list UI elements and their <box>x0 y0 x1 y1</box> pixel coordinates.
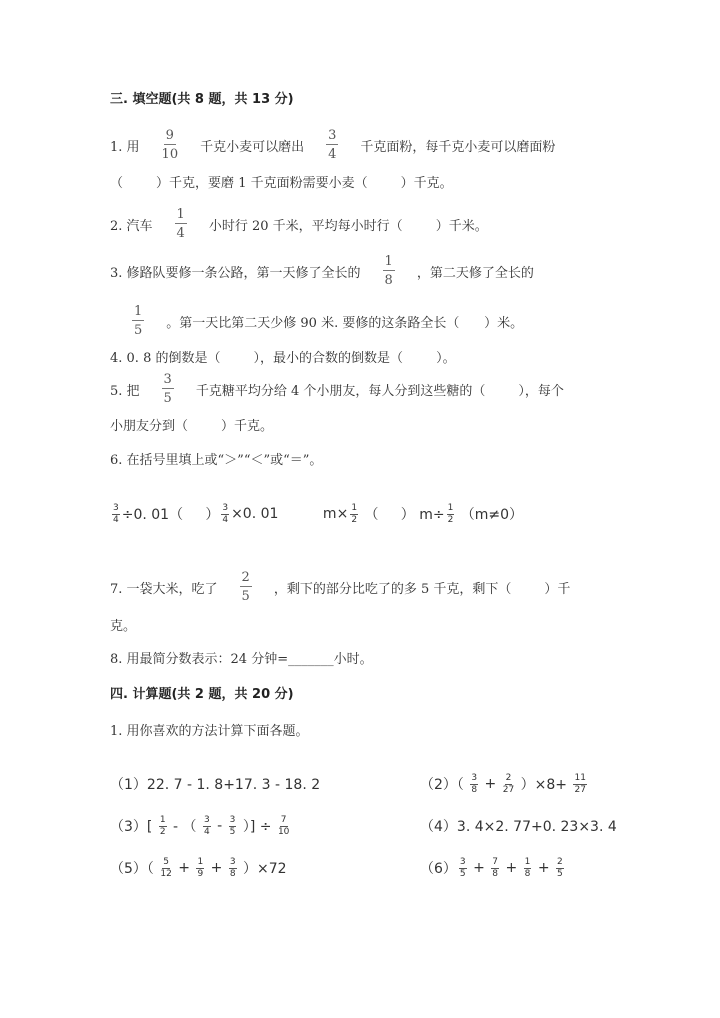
text-segment: （2）（ <box>420 777 469 793</box>
numerator: 7 <box>280 814 287 825</box>
fraction <box>556 858 564 879</box>
numerator: 2 <box>241 570 250 585</box>
fraction <box>196 858 204 879</box>
numerator: 11 <box>574 772 586 783</box>
text-segment: - <box>212 818 227 834</box>
text-segment: 1. 用 <box>110 139 140 155</box>
text-segment: 。第一天比第二天少修 90 米. 要修的这条路全长（ ）米。 <box>166 315 524 331</box>
section-4-heading <box>110 677 294 707</box>
numerator: 3 <box>328 128 337 143</box>
denominator: 4 <box>222 514 229 525</box>
numerator: 3 <box>229 814 236 825</box>
text-segment: + <box>501 860 522 876</box>
fraction <box>491 858 499 879</box>
calc-item-5 <box>110 853 287 883</box>
fraction <box>383 255 395 287</box>
numerator: 9 <box>165 128 174 143</box>
denominator: 4 <box>203 826 210 837</box>
text-segment: 千克小麦可以磨出 <box>200 139 305 155</box>
text-segment: ）×72 <box>238 861 287 877</box>
calc-item-4 <box>420 811 617 841</box>
text-segment: + <box>173 860 195 876</box>
question-6-comparisons <box>110 499 523 529</box>
numerator: 3 <box>113 502 119 513</box>
text-segment: 3. 修路队要修一条公路，第一天修了全长的 <box>110 265 361 281</box>
text-segment: 小朋友分到（ ）千克。 <box>110 418 274 434</box>
text-segment: 四. 计算题(共 2 题，共 20 分) <box>110 686 294 702</box>
text-segment: ）×8+ <box>516 777 572 793</box>
denominator: 27 <box>502 784 515 795</box>
numerator: 7 <box>492 856 499 867</box>
text-segment: （6） <box>420 861 457 877</box>
text-segment: （m≠0） <box>456 507 524 523</box>
text-segment: ×0. 01 m× <box>231 506 349 522</box>
denominator: 8 <box>471 784 478 795</box>
text-segment: + <box>468 860 490 876</box>
fraction <box>459 858 467 879</box>
denominator: 5 <box>241 589 250 604</box>
text-segment: 6. 在括号里填上或“＞”“＜”或“＝”。 <box>110 452 323 468</box>
text-segment: ，剩下的部分比吃了的多 5 千克，剩下（ ）千 <box>273 581 571 597</box>
text-segment: 2. 汽车 <box>110 218 153 234</box>
denominator: 5 <box>459 868 466 879</box>
denominator: 2 <box>351 514 358 525</box>
fraction <box>350 504 358 525</box>
fraction <box>162 373 174 405</box>
calc-item-1 <box>110 769 320 799</box>
text-segment: ，第二天修了全长的 <box>416 265 534 281</box>
text-segment: （1）22. 7 - 1. 8+17. 3 - 18. 2 <box>110 777 321 793</box>
denominator: 8 <box>384 273 393 288</box>
text-segment: 克。 <box>110 618 137 634</box>
text-segment: 5. 把 <box>110 383 140 399</box>
calc-question-1 <box>110 714 309 744</box>
numerator: 3 <box>203 814 210 825</box>
numerator: 2 <box>557 856 563 867</box>
text-segment: （4）3. 4×2. 77+0. 23×3. 4 <box>420 819 617 835</box>
numerator: 3 <box>163 372 172 387</box>
question-1-line-2 <box>110 166 453 196</box>
denominator: 10 <box>161 147 179 162</box>
question-1-line-1 <box>110 130 555 160</box>
question-7-line-2 <box>110 609 136 639</box>
text-segment: 千克面粉，每千克小麦可以磨面粉 <box>360 139 556 155</box>
fraction <box>132 305 144 337</box>
text-segment: 千克糖平均分给 4 个小朋友，每人分到这些糖的（ ），每个 <box>195 383 564 399</box>
text-segment: ）] ÷ <box>238 819 276 835</box>
text-segment: 小时行 20 千米，平均每小时行（ ）千米。 <box>208 218 488 234</box>
denominator: 10 <box>277 826 290 837</box>
question-5-line-1 <box>110 374 564 404</box>
fraction <box>229 858 237 879</box>
fraction <box>112 504 120 525</box>
fraction <box>175 208 187 240</box>
text-segment: ÷0. 01（ ） <box>121 507 220 523</box>
fraction <box>221 504 229 525</box>
denominator: 4 <box>176 226 185 241</box>
question-7-line-1 <box>110 572 570 602</box>
text-segment: （ ）千克，要磨 1 千克面粉需要小麦（ ）千克。 <box>110 175 453 191</box>
text-segment: + <box>533 860 555 876</box>
text-segment: （ ） m÷ <box>360 507 445 523</box>
denominator: 2 <box>159 826 166 837</box>
question-4 <box>110 341 456 371</box>
question-3-line-1 <box>110 256 534 286</box>
numerator: 1 <box>159 814 166 825</box>
fraction <box>160 858 171 879</box>
text-segment: （3）[ <box>110 819 157 835</box>
question-8 <box>110 642 373 672</box>
text-segment: 1. 用你喜欢的方法计算下面各题。 <box>110 723 309 739</box>
fraction <box>470 774 478 795</box>
fraction <box>162 129 179 161</box>
question-6 <box>110 443 322 473</box>
question-2 <box>110 209 488 239</box>
text-segment: + <box>480 776 501 792</box>
numerator: 1 <box>197 856 204 867</box>
numerator: 2 <box>505 772 512 783</box>
calc-item-6 <box>420 853 566 883</box>
section-3-heading <box>110 82 294 112</box>
calc-item-3 <box>110 811 291 841</box>
text-segment: 三. 填空题(共 8 题，共 13 分) <box>110 91 294 107</box>
denominator: 5 <box>229 826 236 837</box>
numerator: 3 <box>229 856 236 867</box>
numerator: 1 <box>351 502 358 513</box>
question-5-line-2 <box>110 409 273 439</box>
numerator: 1 <box>384 254 393 269</box>
numerator: 1 <box>134 304 143 319</box>
denominator: 12 <box>160 868 172 879</box>
denominator: 5 <box>163 391 172 406</box>
denominator: 4 <box>113 514 119 525</box>
question-3-line-2 <box>110 306 523 336</box>
fraction <box>503 774 514 795</box>
fraction <box>159 816 167 837</box>
fraction <box>326 129 338 161</box>
fraction <box>447 504 455 525</box>
calc-item-2 <box>420 769 589 799</box>
denominator: 8 <box>524 868 531 879</box>
denominator: 5 <box>557 868 563 879</box>
text-segment: （5）（ <box>110 861 159 877</box>
numerator: 1 <box>176 207 185 222</box>
numerator: 1 <box>524 856 531 867</box>
numerator: 3 <box>471 772 478 783</box>
denominator: 9 <box>197 868 204 879</box>
numerator: 1 <box>447 502 454 513</box>
denominator: 8 <box>229 868 236 879</box>
fraction <box>203 816 211 837</box>
denominator: 4 <box>328 147 337 162</box>
text-segment: 8. 用最简分数表示：24 分钟=_______小时。 <box>110 651 373 667</box>
numerator: 3 <box>222 502 229 513</box>
denominator: 2 <box>447 514 454 525</box>
numerator: 3 <box>459 856 466 867</box>
text-segment: - （ <box>168 819 201 835</box>
fraction <box>278 816 289 837</box>
text-segment: 4. 0. 8 的倒数是（ ），最小的合数的倒数是（ ）。 <box>110 350 456 366</box>
fraction <box>240 571 252 603</box>
numerator: 5 <box>163 856 169 867</box>
fraction <box>524 858 532 879</box>
text-segment: 7. 一袋大米，吃了 <box>110 581 218 597</box>
denominator: 8 <box>492 868 499 879</box>
fraction <box>229 816 237 837</box>
fraction <box>573 774 586 795</box>
denominator: 5 <box>134 323 143 338</box>
denominator: 27 <box>574 784 586 795</box>
text-segment: + <box>206 860 227 876</box>
